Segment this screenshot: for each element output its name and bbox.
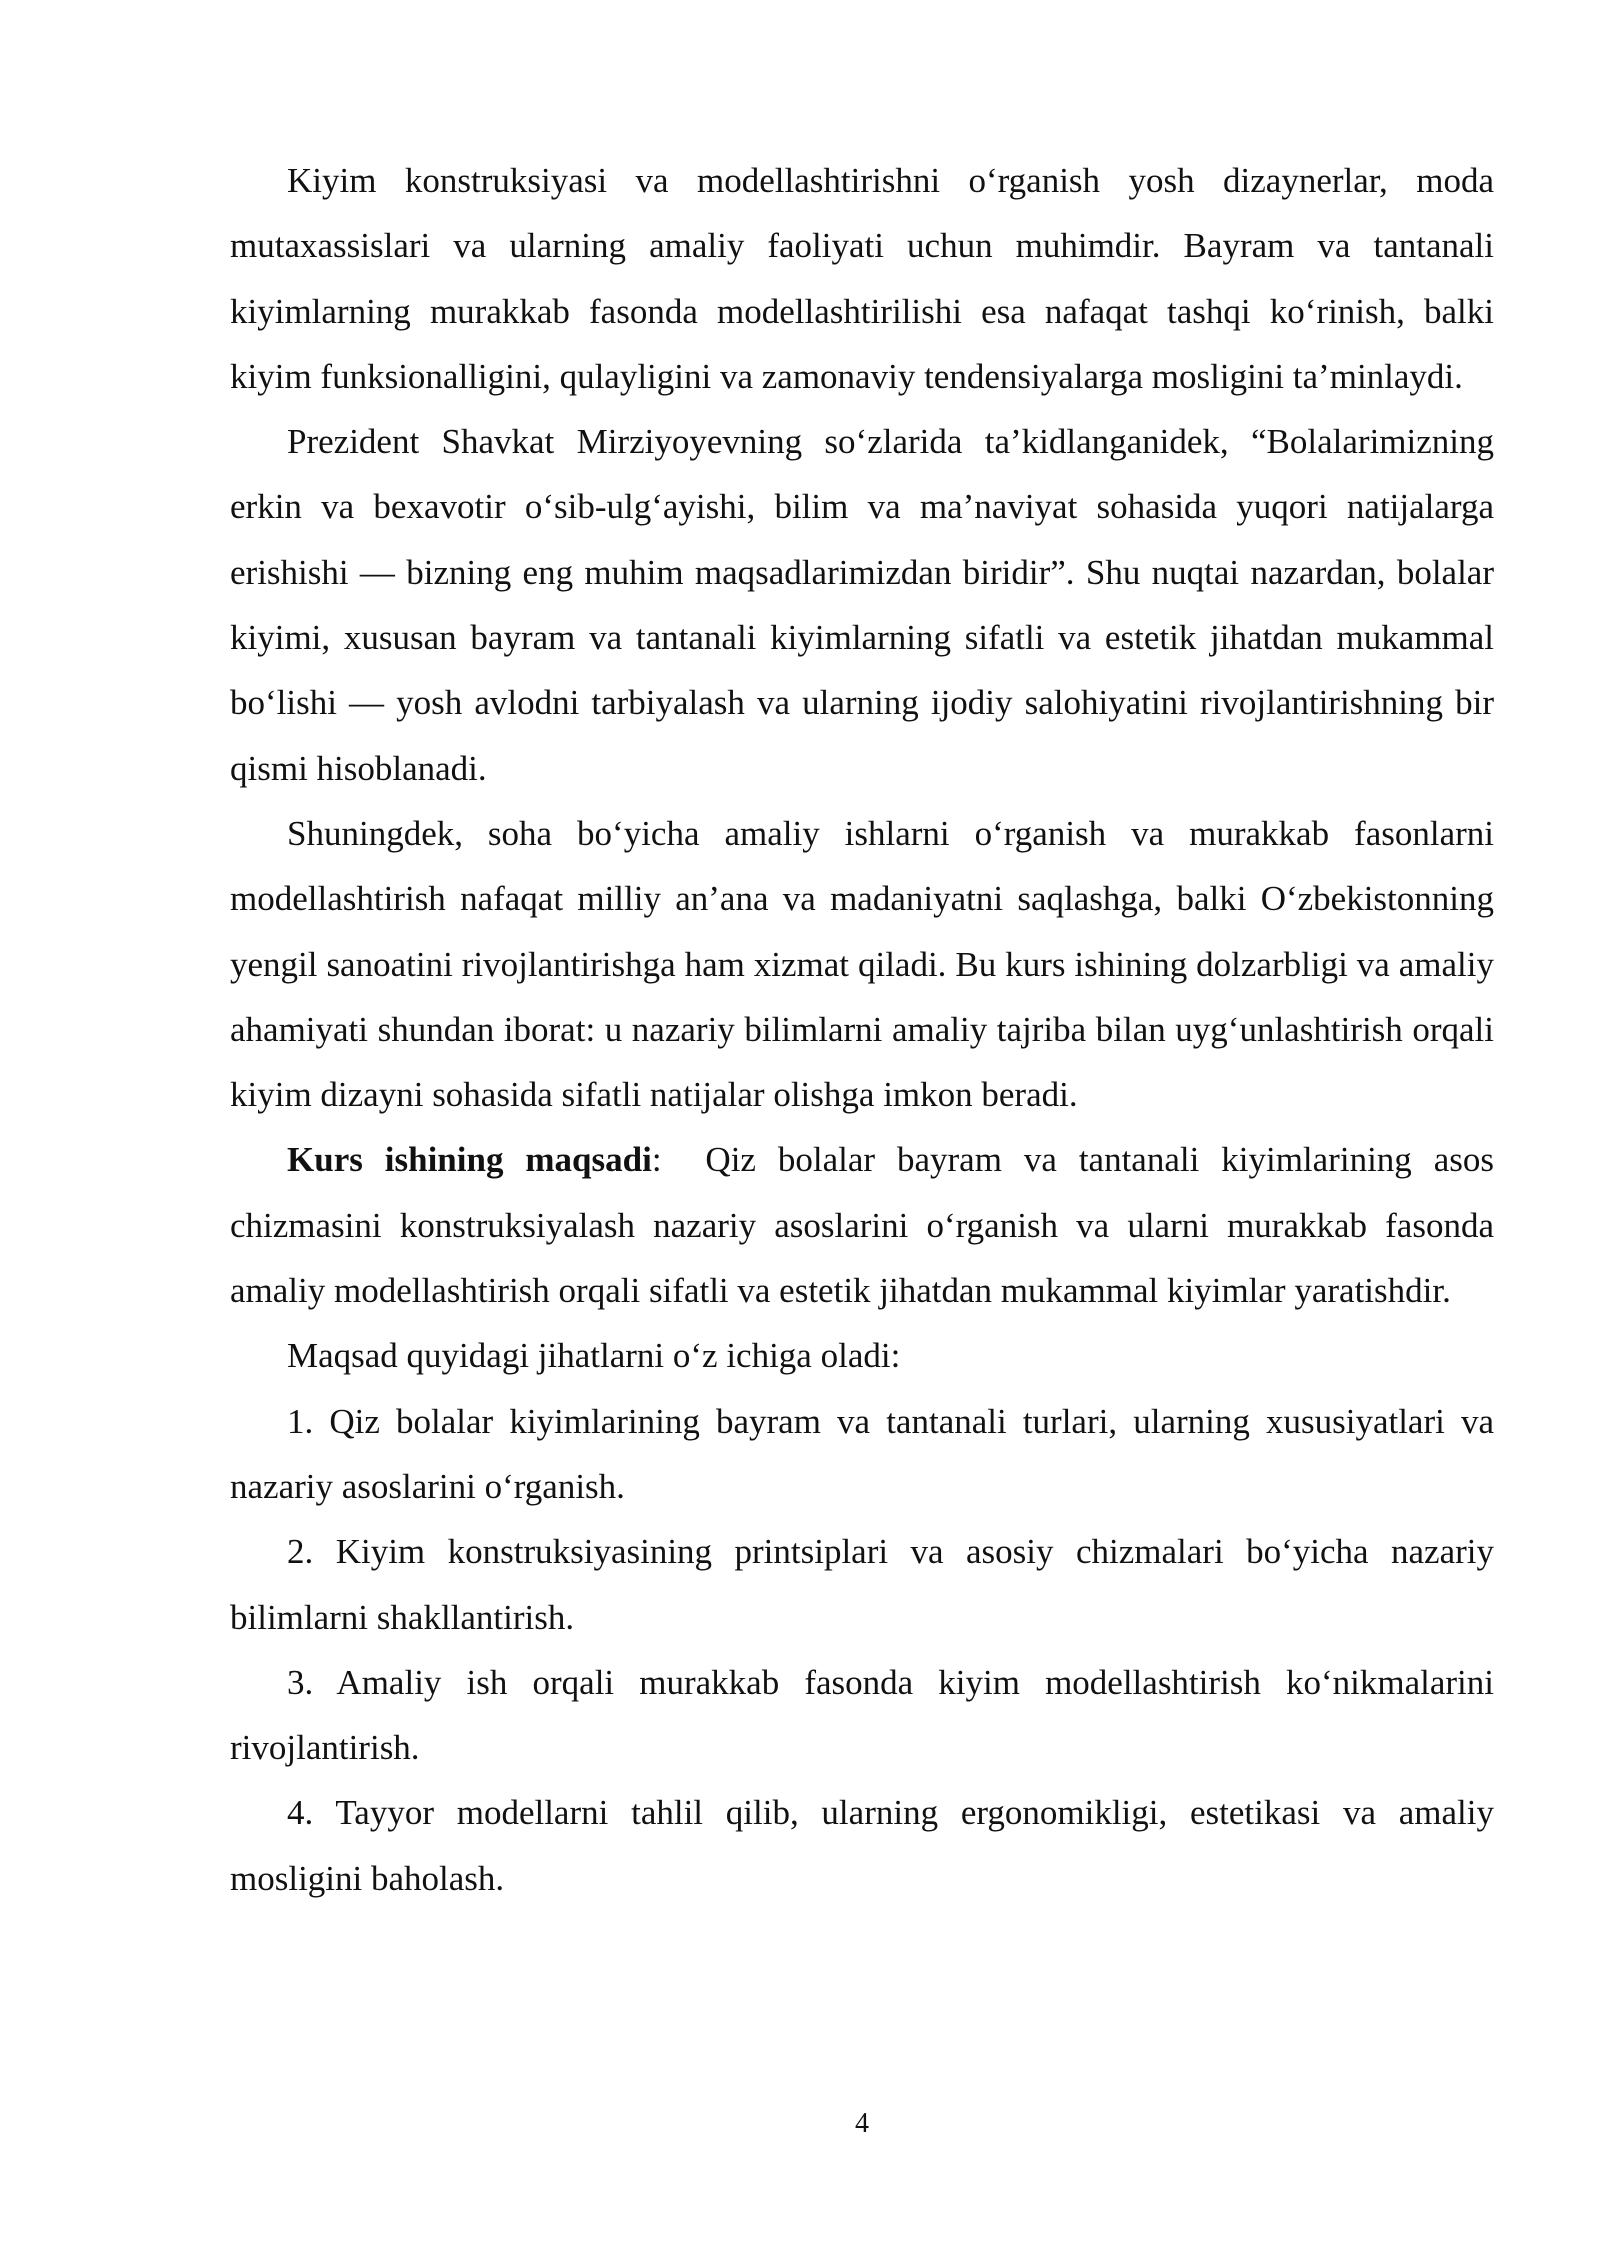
goal-label: Kurs ishining maqsadi — [287, 1140, 652, 1180]
goal-colon: : — [651, 1140, 662, 1180]
list-item: 2. Kiyim konstruksiyasining printsiplari va asosiy chizmalari bo‘yicha nazariy bilimlarni shakllantirish. — [230, 1532, 1494, 1637]
paragraph-goal — [230, 1127, 1494, 1323]
list-item: 3. Amaliy ish orqali murakkab fasonda kiyim modellashtirish ko‘nikmalarini rivojlantirish. — [230, 1662, 1494, 1768]
page-number: 4 — [855, 2108, 869, 2139]
page-body — [230, 148, 1494, 1911]
paragraph-president-quote: Prezident Shavkat Mirziyoyevning so‘zlarida ta’kidlanganidek, “Bolalarimizning erkin va bexavotir o‘sib-ulg‘ayishi, bilim va ma’naviyat sohasida yuqori natijalarga erishishi — bizning eng muhim maqsadlarimizdan biridir”. Shu nuqtai nazardan, bolalar kiyimi, xususan bayram va tantanali kiyimlarning sifatli va estetik jihatdan mukammal bo‘lishi — yosh avlodni tarbiyalash va ularning ijodiy salohiyatini rivojlantirishning bir qismi hisoblanadi. — [230, 422, 1494, 788]
paragraph-goal-aspects: Maqsad quyidagi jihatlarni o‘z ichiga oladi: — [287, 1336, 901, 1376]
paragraph-relevance: Shuningdek, soha bo‘yicha amaliy ishlarni o‘rganish va murakkab fasonlarni modellashtirish nafaqat milliy an’ana va madaniyatni saqlashga, balki O‘zbekistonning yengil sanoatini rivojlantirishga ham xizmat qiladi. Bu kurs ishining dolzarbligi va amaliy ahamiyati shundan iborat: u nazariy bilimlarni amaliy tajriba bilan uyg‘unlashtirish orqali kiyim dizayni sohasida sifatli natijalar olishga imkon beradi. — [230, 813, 1494, 1115]
paragraph-intro: Kiyim konstruksiyasi va modellashtirishni o‘rganish yosh dizaynerlar, moda mutaxassislari va ularning amaliy faoliyati uchun muhimdir. Bayram va tantanali kiyimlarning murakkab fasonda modellashtirilishi esa nafaqat tashqi ko‘rinish, balki kiyim funksionalligini, qulayligini va zamonaviy tendensiyalarga mosligini ta’minlaydi. — [230, 161, 1494, 396]
list-item: 4. Tayyor modellarni tahlil qilib, ularning ergonomikligi, estetikasi va amaliy mosligini baholash. — [230, 1793, 1494, 1898]
list-item: 1. Qiz bolalar kiyimlarining bayram va tantanali turlari, ularning xususiyatlari va nazariy asoslarini o‘rganish. — [230, 1401, 1494, 1506]
goal-text: Qiz bolalar bayram va tantanali kiyimlarining asos chizmasini konstruksiyalash nazariy asoslarini o‘rganish va ularni murakkab fasonda amaliy modellashtirish orqali sifatli va estetik jihatdan mukammal kiyimlar yaratishdir. — [230, 1140, 1494, 1311]
